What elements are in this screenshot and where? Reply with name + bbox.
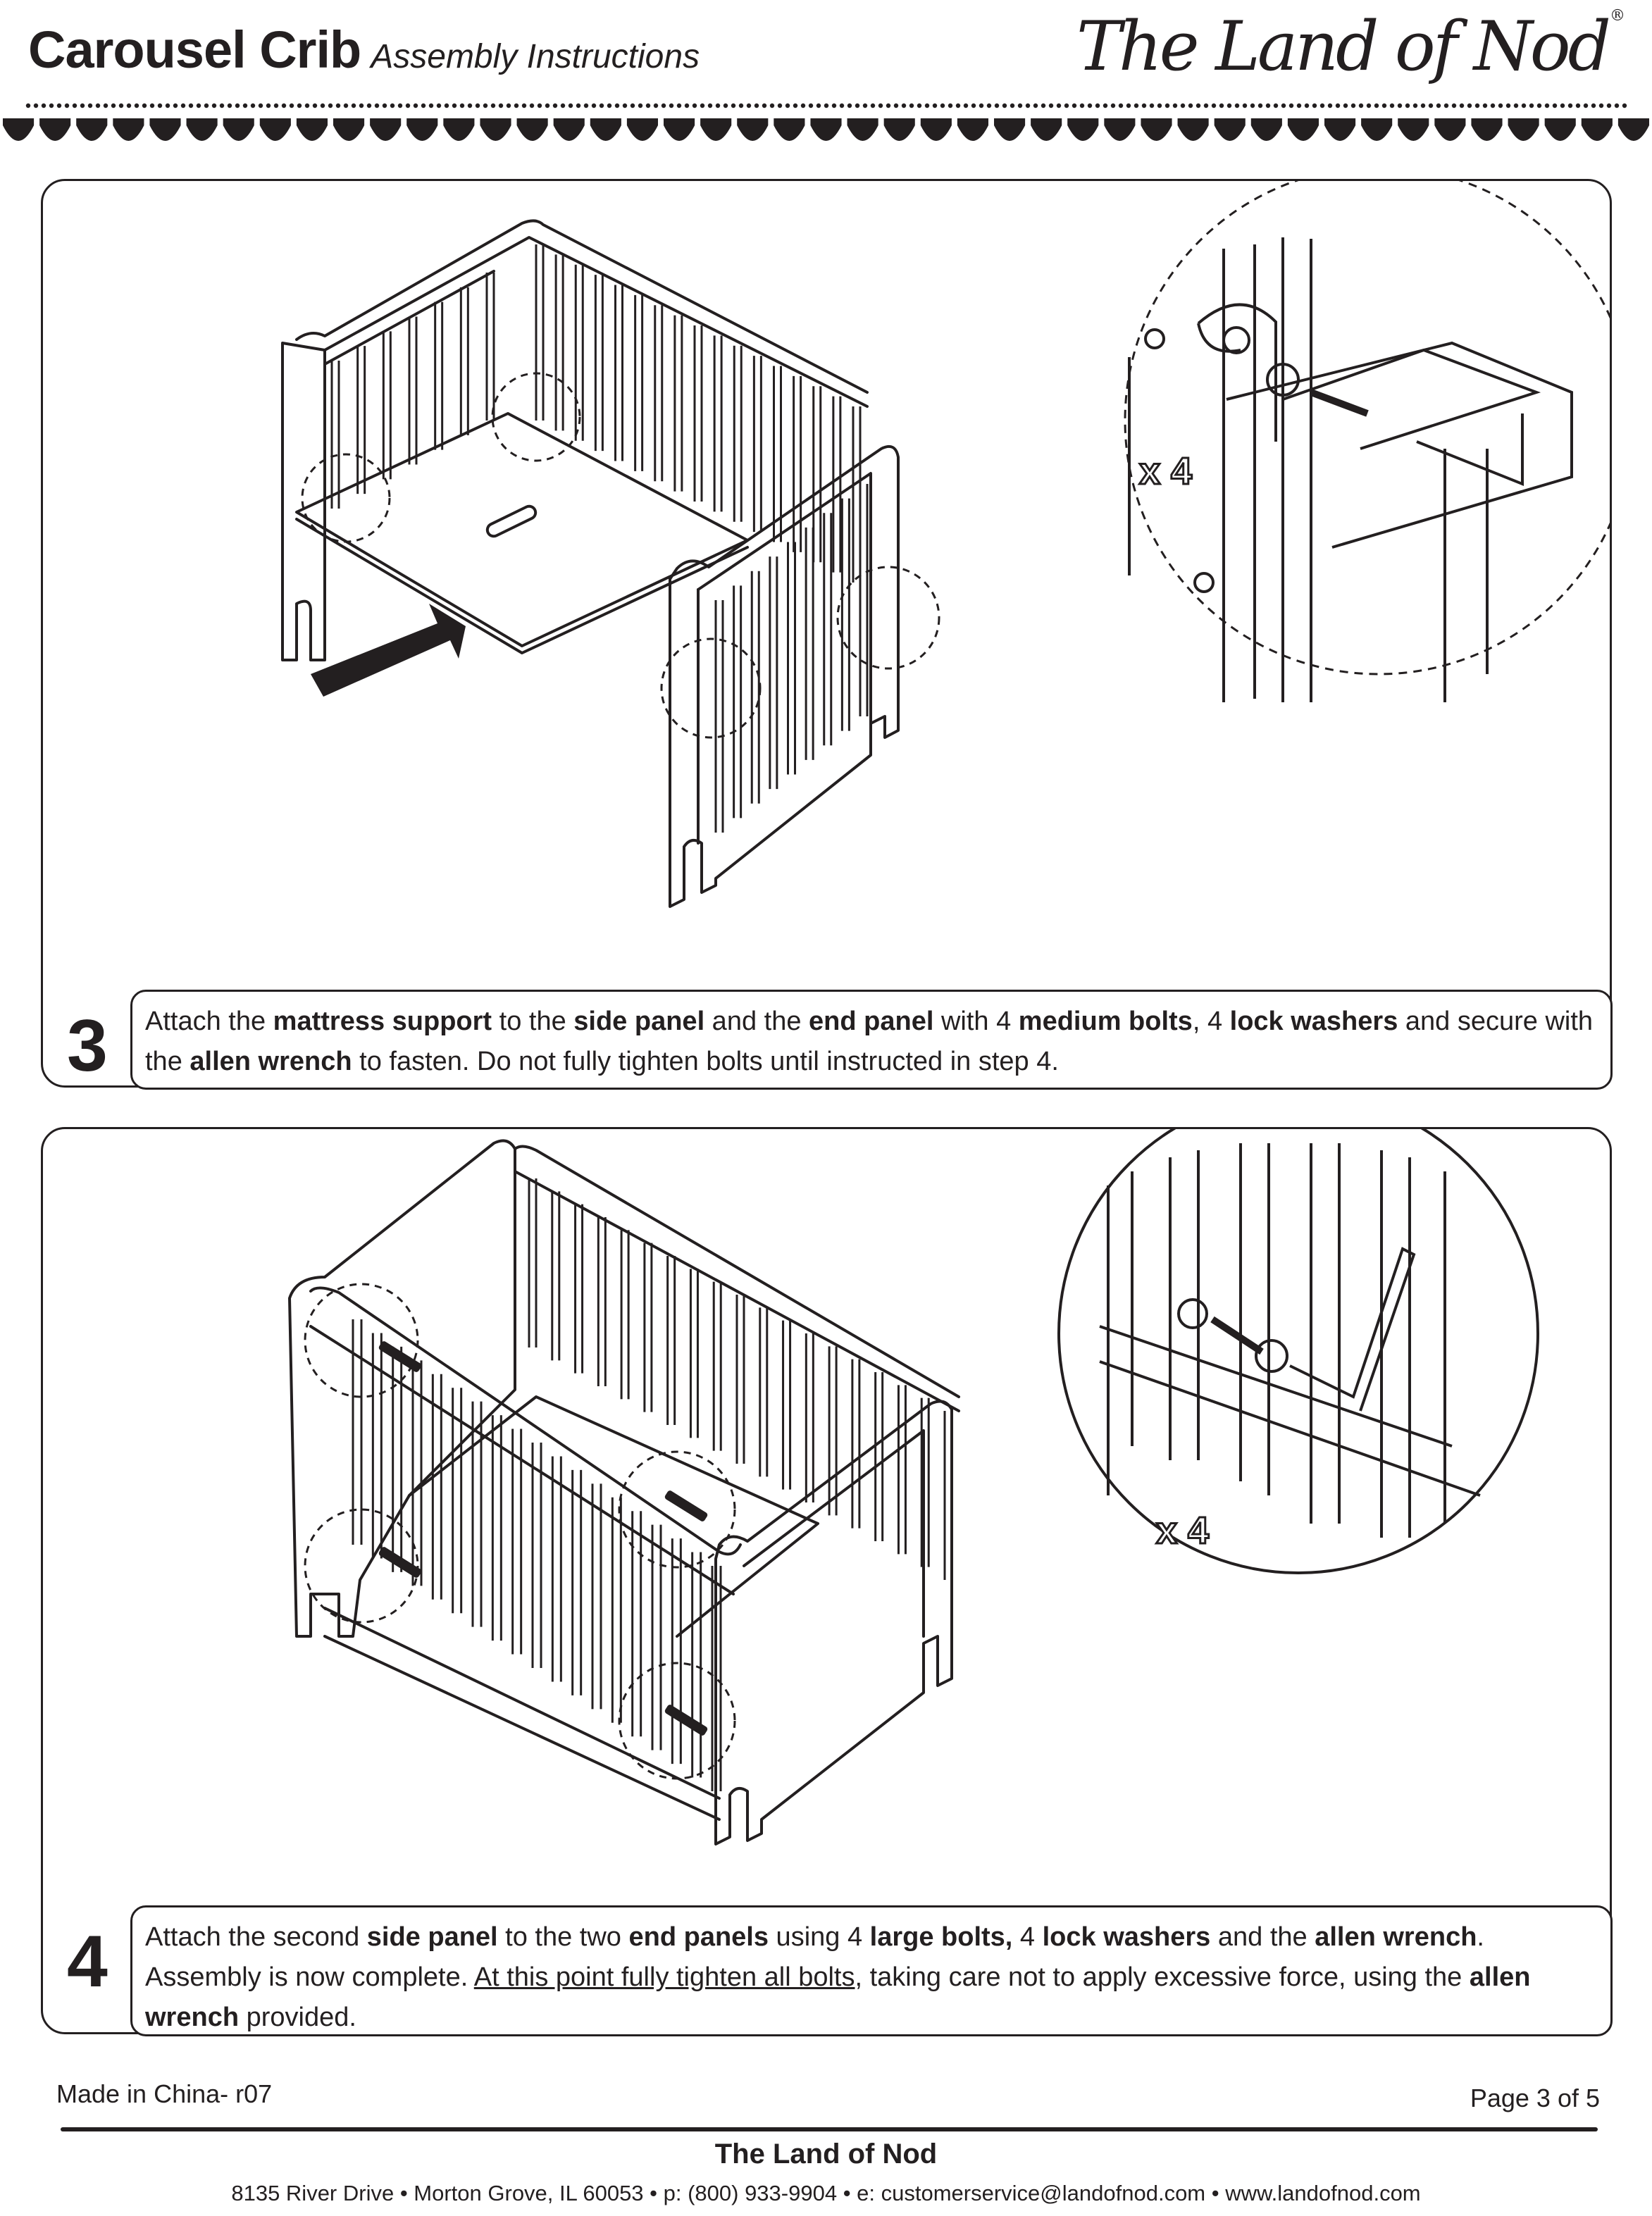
page-number: Page 3 of 5 xyxy=(1470,2084,1600,2112)
caption-segment: using 4 xyxy=(769,1922,870,1952)
step-4-multiplier: x 4 xyxy=(1156,1510,1210,1552)
step-3-illustration xyxy=(43,181,1610,1085)
caption-segment: side panel xyxy=(573,1007,705,1036)
caption-segment: lock washers xyxy=(1229,1007,1398,1036)
footer-divider xyxy=(61,2127,1598,2131)
company-address: 8135 River Drive • Morton Grove, IL 60053 • p: (800) 933-9904 • e: customerservice@landofnod.com • www.landofnod.com xyxy=(231,2181,1421,2205)
caption-segment: At this point fully tighten all bolts xyxy=(473,1962,855,1992)
caption-segment: and the xyxy=(704,1007,809,1036)
caption-segment: end panel xyxy=(809,1007,934,1036)
product-name: Carousel Crib xyxy=(28,20,361,79)
caption-segment: . Assembly is now complete. xyxy=(145,1922,1484,1992)
step-4-caption-text xyxy=(145,1922,1530,2032)
caption-segment: lock washers xyxy=(1042,1922,1211,1952)
brand-logo: The Land of Nod® xyxy=(1076,7,1622,86)
caption-segment: Attach the xyxy=(145,1007,273,1036)
step-4-detail-callout xyxy=(1059,1129,1538,1573)
caption-segment: mattress support xyxy=(273,1007,492,1036)
caption-segment: , taking care not to apply excessive force, using the xyxy=(855,1962,1470,1992)
caption-segment: Attach the second xyxy=(145,1922,367,1952)
caption-segment: large bolts, xyxy=(869,1922,1013,1952)
step-3-detail-callout xyxy=(1125,181,1610,702)
caption-segment: with 4 xyxy=(933,1007,1019,1036)
caption-segment: allen wrench xyxy=(1315,1922,1477,1952)
step-3-caption xyxy=(130,990,1613,1090)
step-4-panel xyxy=(41,1127,1612,2034)
step-3-number: 3 xyxy=(67,1005,108,1087)
caption-segment: and the xyxy=(1210,1922,1315,1952)
scallop-border xyxy=(0,99,1652,155)
made-in-label: Made in China- r07 xyxy=(56,2079,273,2108)
step-4-illustration xyxy=(43,1129,1610,2032)
step-3-panel xyxy=(41,179,1612,1088)
caption-segment: and secure with the xyxy=(145,1007,1594,1076)
caption-segment: allen wrench xyxy=(145,1962,1531,2032)
direction-arrow-icon xyxy=(311,604,466,697)
step-3-multiplier: x 4 xyxy=(1139,450,1193,492)
slot-icon xyxy=(485,504,538,539)
caption-segment: to the two xyxy=(497,1922,629,1952)
document-subtitle: Assembly Instructions xyxy=(371,38,700,75)
step-4-number: 4 xyxy=(67,1921,108,2003)
caption-segment: medium bolts xyxy=(1018,1007,1193,1036)
caption-segment: provided. xyxy=(239,2003,356,2032)
caption-segment: to fasten. Do not fully tighten bolts until instructed in step 4. xyxy=(352,1047,1059,1076)
caption-segment: allen wrench xyxy=(190,1047,352,1076)
caption-segment: side panel xyxy=(366,1922,498,1952)
document-title xyxy=(28,20,700,80)
caption-segment: end panels xyxy=(628,1922,769,1952)
step-3-caption-text xyxy=(145,1007,1593,1076)
caption-segment: , 4 xyxy=(1192,1007,1230,1036)
caption-segment: 4 xyxy=(1012,1922,1043,1952)
step-4-caption xyxy=(130,1905,1613,2036)
company-name: The Land of Nod xyxy=(714,2139,938,2170)
caption-segment: to the xyxy=(492,1007,574,1036)
